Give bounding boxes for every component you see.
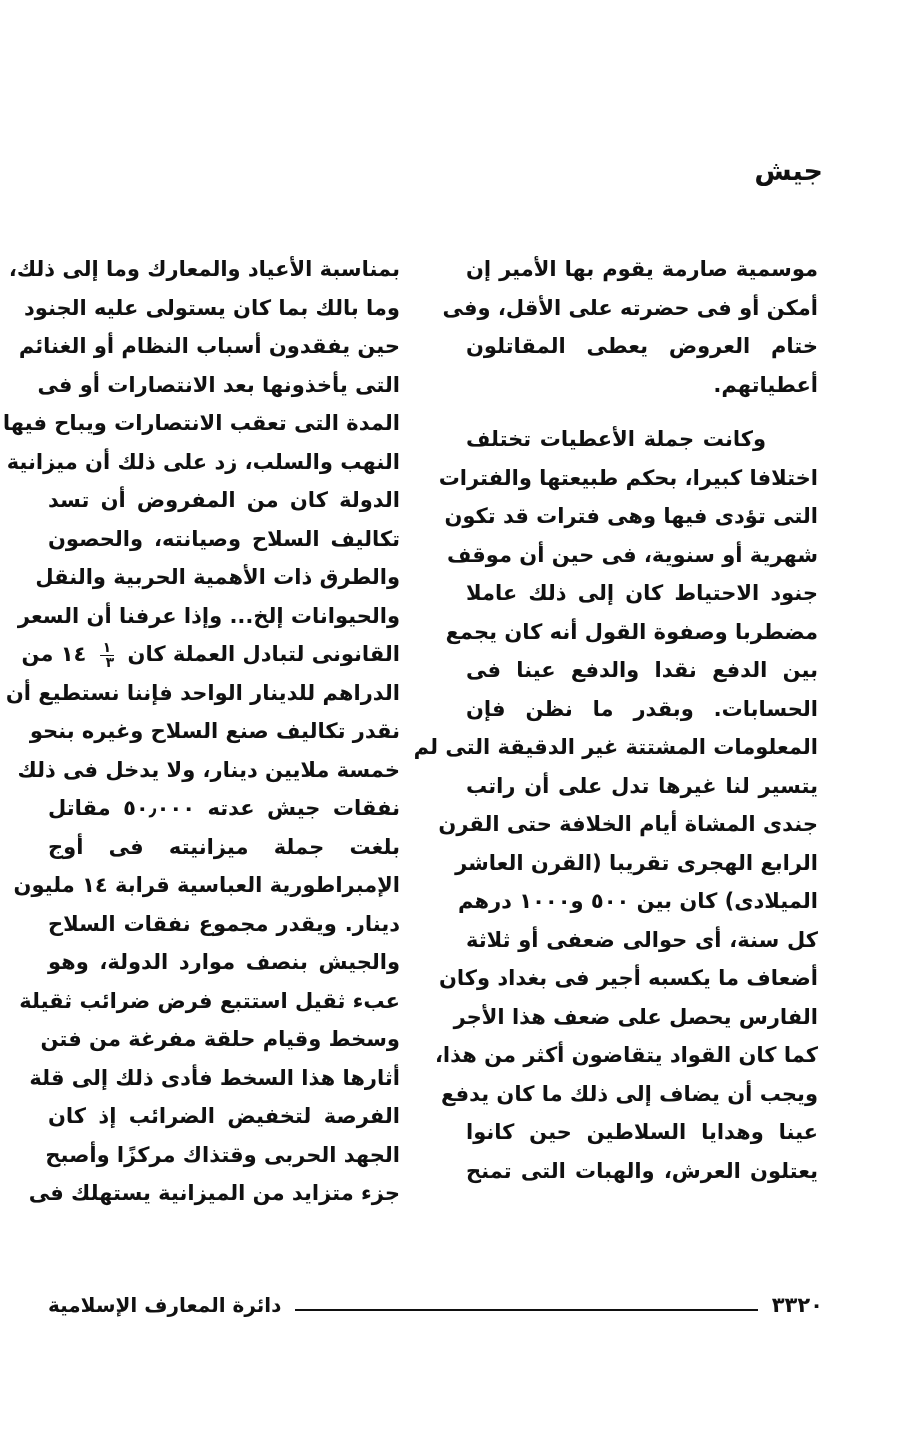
text-column-left xyxy=(2,250,400,1213)
text-line: التى تؤدى فيها وهى فترات قد تكون xyxy=(444,504,818,528)
text-column-right xyxy=(413,250,818,1190)
text-line: ختام العروض يعطى المقاتلون xyxy=(466,334,818,358)
text-line: الدراهم للدينار الواحد فإننا نستطيع أن xyxy=(5,680,400,705)
text-line: مضطربا وصفوة القول أنه كان يجمع xyxy=(445,619,818,644)
text-line: الفارس يحصل على ضعف هذا الأجر xyxy=(453,1004,818,1029)
text-line: اختلافا كبيرا، بحكم طبيعتها والفترات xyxy=(438,465,818,490)
text-line: الفرصة لتخفيض الضرائب إذ كان xyxy=(48,1104,400,1128)
text-line: المدة التى تعقب الانتصارات ويباح فيها xyxy=(2,411,400,435)
text-line: دينار. ويقدر مجموع نفقات السلاح xyxy=(48,911,400,936)
text-line: وسخط وقيام حلقة مفرغة من فتن xyxy=(40,1027,400,1051)
text-line: وكانت جملة الأعطيات تختلف xyxy=(466,427,766,451)
text-line: حين يفقدون أسباب النظام أو الغنائم xyxy=(18,334,400,358)
publication-title: دائرة المعارف الإسلامية xyxy=(48,1293,282,1317)
text-line: المعلومات المشتتة غير الدقيقة التى لم xyxy=(413,735,818,759)
text-line: كما كان القواد يتقاضون أكثر من هذا، xyxy=(434,1043,818,1067)
text-line: يعتلون العرش، والهبات التى تمنح xyxy=(466,1158,818,1183)
text-line: عينا وهدايا السلاطين حين كانوا xyxy=(466,1120,818,1144)
text-line: نفقات جيش عدته ٥٠٫٠٠٠ مقاتل xyxy=(48,796,400,820)
text-line: الدولة كان من المفروض أن تسد xyxy=(48,488,400,512)
text-line: كل سنة، أى حوالى ضعفى أو ثلاثة xyxy=(466,927,818,952)
text-line-with-fraction xyxy=(21,635,400,674)
text-line: خمسة ملايين دينار، ولا يدخل فى ذلك xyxy=(17,757,400,782)
text-line: أثارها هذا السخط فأدى ذلك إلى قلة xyxy=(29,1065,400,1090)
text-line: النهب والسلب، زد على ذلك أن ميزانية xyxy=(6,449,400,474)
text-line: بين الدفع نقدا والدفع عينا فى xyxy=(466,658,818,682)
text-line: الميلادى) كان بين ٥٠٠ و١٠٠٠ درهم xyxy=(458,889,818,913)
text-line: والجيش بنصف موارد الدولة، وهو xyxy=(48,950,400,974)
text-line: والطرق ذات الأهمية الحربية والنقل xyxy=(35,565,400,589)
text-line: تكاليف السلاح وصيانته، والحصون xyxy=(48,526,400,551)
paragraph-2 xyxy=(413,420,818,1190)
text-line: والحيوانات إلخ... وإذا عرفنا أن السعر xyxy=(17,603,400,628)
footer-rule xyxy=(295,1309,757,1311)
text-line: أمكن أو فى حضرته على الأقل، وفى xyxy=(442,295,818,320)
text-line: الجهد الحربى وقتذاك مركزًا وأصبح xyxy=(45,1142,400,1167)
text-line: جزء متزايد من الميزانية يستهلك فى xyxy=(28,1181,400,1205)
paragraph-gap xyxy=(466,404,818,420)
fraction-denominator: ٣ xyxy=(105,654,115,671)
text-line: الحسابات. وبقدر ما نظن فإن xyxy=(466,696,818,721)
text-line: التى يأخذونها بعد الانتصارات أو فى xyxy=(37,372,400,397)
text-line: بلغت جملة ميزانيته فى أوج xyxy=(48,834,400,859)
text-line: أضعاف ما يكسبه أجير فى بغداد وكان xyxy=(438,966,818,990)
text-line: الإمبراطورية العباسية قرابة ١٤ مليون xyxy=(13,873,400,897)
text-line: بمناسبة الأعياد والمعارك وما إلى ذلك، xyxy=(8,257,400,281)
exchange-rate-fraction xyxy=(100,641,115,670)
page-number: ٣٣٢٠ xyxy=(771,1293,823,1317)
text-line: وما بالك بما كان يستولى عليه الجنود xyxy=(24,295,400,320)
fraction-numerator: ١ xyxy=(100,641,115,656)
text-line: ويجب أن يضاف إلى ذلك ما كان يدفع xyxy=(440,1081,818,1106)
text-line: الرابع الهجرى تقريبا (القرن العاشر xyxy=(455,850,818,875)
text-line: يتسير لنا غيرها تدل على أن راتب xyxy=(466,773,818,798)
text-line: شهرية أو سنوية، فى حين أن موقف xyxy=(447,542,818,567)
page-footer xyxy=(48,1288,823,1322)
text-line: أعطياتهم. xyxy=(713,372,818,397)
text-line: جنود الاحتياط كان إلى ذلك عاملا xyxy=(466,581,818,605)
text-line: جندى المشاة أيام الخلافة حتى القرن xyxy=(438,812,818,836)
paragraph-1 xyxy=(442,250,818,404)
fraction-line-before: القانونى لتبادل العملة كان xyxy=(127,642,400,666)
text-line: نقدر تكاليف صنع السلاح وغيره بنحو xyxy=(29,719,400,743)
text-line: موسمية صارمة يقوم بها الأمير إن xyxy=(466,257,818,281)
running-head: جيش xyxy=(754,156,823,187)
text-line: عبء ثقيل استتبع فرض ضرائب ثقيلة xyxy=(19,988,400,1013)
fraction-line-after: ١٤ من xyxy=(21,642,87,666)
